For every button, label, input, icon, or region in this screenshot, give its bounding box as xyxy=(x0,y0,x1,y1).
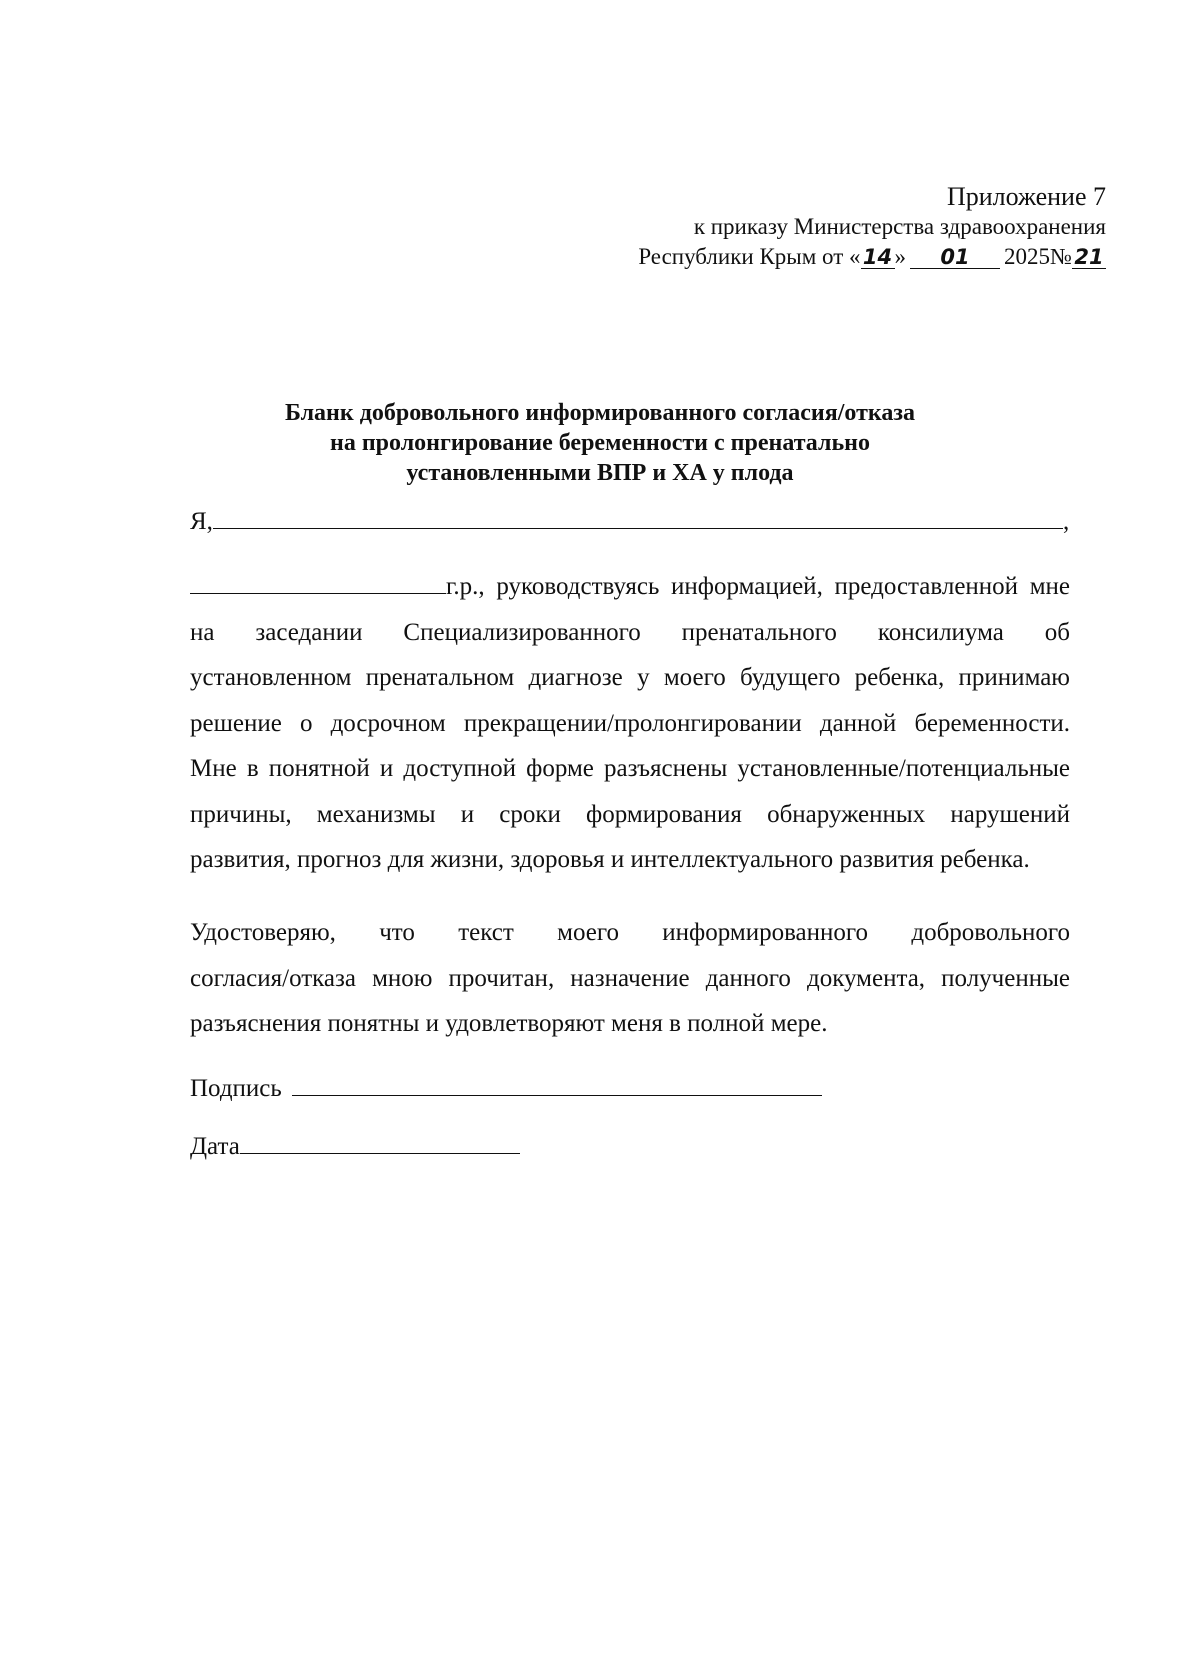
order-reference: к приказу Министерства здравоохранения xyxy=(693,214,1106,239)
title-line-1: Бланк добровольного информированного согласия/отказа xyxy=(285,400,915,426)
order-day-field: 14 xyxy=(861,246,895,269)
order-month-field: 01 xyxy=(910,246,1000,269)
paragraph-line: причины, механизмы и сроки формирования обнаруженных нарушений xyxy=(190,800,1070,828)
paragraph-line: установленном пренатальном диагнозе у моего будущего ребенка, принимаю xyxy=(190,664,1070,691)
paragraph-line xyxy=(190,564,1070,610)
paragraph-line: согласия/отказа мною прочитан, назначение данного документа, полученные xyxy=(190,964,1070,992)
order-number-field: 21 xyxy=(1072,246,1106,269)
order-year: 2025№ xyxy=(1004,244,1072,269)
signature-line xyxy=(190,1074,822,1104)
quote-close: » xyxy=(894,244,907,269)
full-name-field[interactable] xyxy=(213,508,1063,529)
ya-comma: , xyxy=(1062,508,1070,535)
form-title xyxy=(0,398,1200,488)
paragraph-text: г.р., руководствуясь информацией, предоставленной мне xyxy=(446,573,1070,600)
paragraph-line: Мне в понятной и доступной форме разъяснены установленные/потенциальные xyxy=(190,755,1070,782)
consent-paragraph xyxy=(190,564,1070,883)
appendix-number: Приложение 7 xyxy=(946,182,1106,211)
order-date-line xyxy=(638,242,1106,272)
ya-label: Я, xyxy=(190,508,213,535)
name-line xyxy=(190,507,1070,537)
title-line-2: на пролонгирование беременности с пренатально xyxy=(330,430,870,456)
signature-field[interactable] xyxy=(292,1075,822,1096)
paragraph-line: решение о досрочном прекращении/пролонгировании данной беременности. xyxy=(190,709,1070,737)
paragraph-line: на заседании Специализированного пренатального консилиума об xyxy=(190,618,1070,646)
birth-year-field[interactable] xyxy=(190,573,446,594)
paragraph-line: Удостоверяю, что текст моего информированного добровольного xyxy=(190,919,1070,946)
paragraph-line: развития, прогноз для жизни, здоровья и интеллектуального развития ребенка. xyxy=(190,846,1030,873)
title-line-3: установленными ВПР и ХА у плода xyxy=(406,460,794,486)
appendix-header xyxy=(638,182,1106,272)
signature-label: Подпись xyxy=(190,1075,282,1102)
date-field[interactable] xyxy=(240,1133,520,1154)
certification-paragraph xyxy=(190,910,1070,1047)
order-date-prefix: Республики Крым от « xyxy=(638,244,861,269)
date-line xyxy=(190,1132,520,1162)
paragraph-line: разъяснения понятны и удовлетворяют меня в полной мере. xyxy=(190,1010,828,1037)
date-label: Дата xyxy=(190,1133,240,1160)
